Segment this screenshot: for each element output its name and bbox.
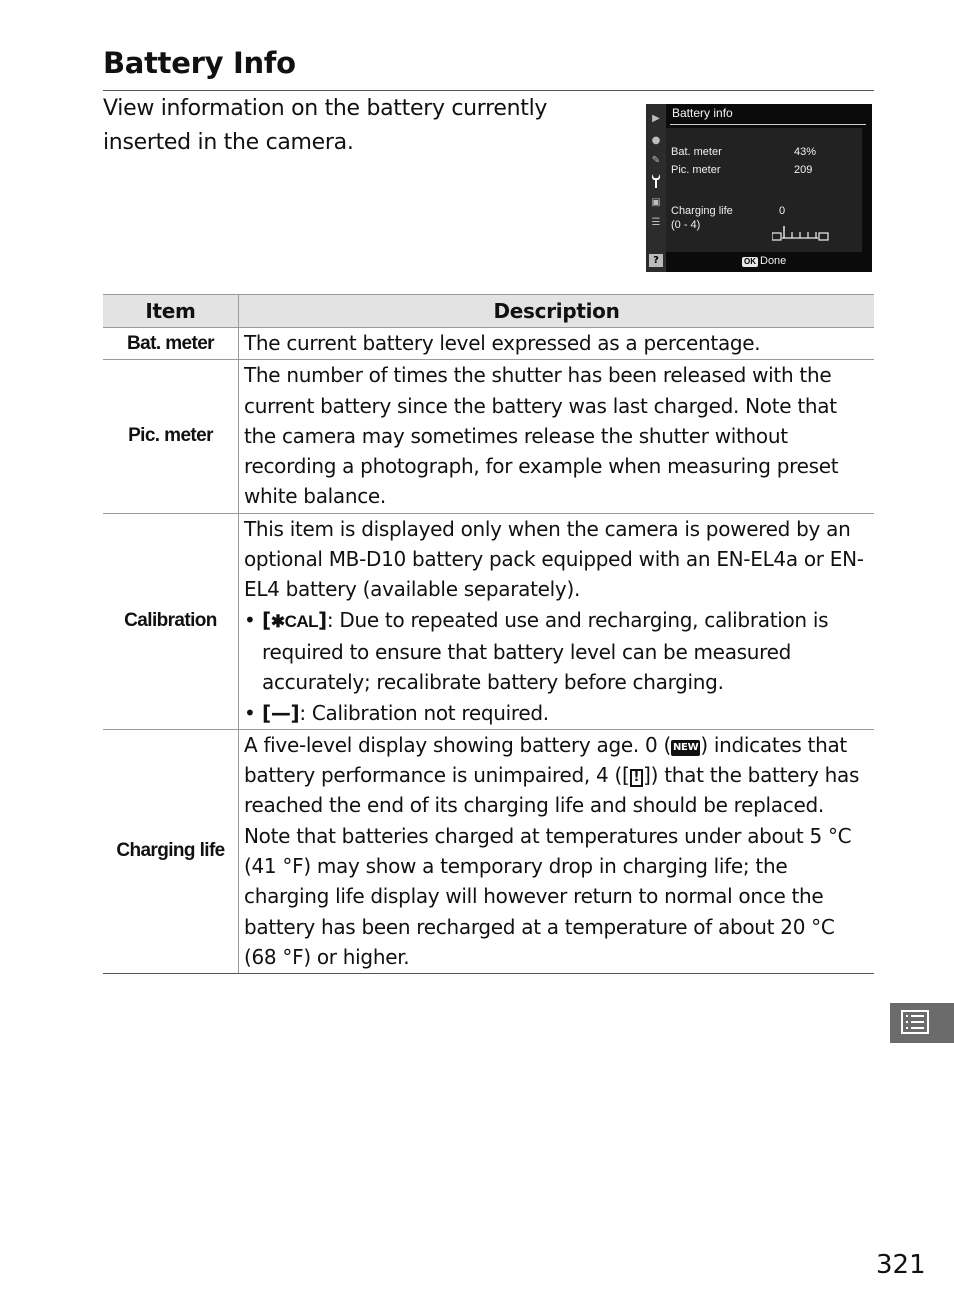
row-description-container [239,513,875,729]
screen-bottom-bar [666,252,872,272]
page-title: Battery Info [103,46,296,80]
screen-bat-meter-value: 43% [794,146,817,158]
desc-part-a: A five-level display showing battery age. 0 ( [244,732,671,757]
camera-screen-image [646,104,872,272]
menu-list-icon [890,1003,954,1043]
header-item: Item [103,295,239,328]
custom-settings-icon: ✎ [651,155,661,166]
screen-done-hint [742,255,786,267]
row-description: The current battery level expressed as a percentage. [239,328,875,360]
table-row [103,729,874,973]
screen-bat-meter-label: Bat. meter [671,146,722,158]
screen-menu-sidebar [646,104,666,272]
battery-info-table [103,294,874,974]
table-row [103,360,874,513]
screen-charging-range: (0 - 4) [671,219,701,231]
header-description: Description [239,295,875,328]
new-battery-icon: NEW [671,740,700,756]
setup-wrench-icon [649,174,663,187]
bullet-text: : Due to repeated use and recharging, calibration is required to ensure that battery level can be measured accurately; recalibrate battery before charging. [262,607,829,695]
table-row [103,328,874,360]
bullet-key: [—] [262,700,300,725]
ok-button-icon: OK [744,257,756,266]
title-rule [103,90,874,91]
screen-done-label: Done [760,255,787,267]
row-item-label: Bat. meter [103,328,239,360]
row-item-label: Calibration [103,513,239,729]
charging-life-gauge-icon [772,224,830,244]
bullet-key-open: [ [262,607,271,632]
row-description: The number of times the shutter has been released with the current battery since the battery was last charged. Note that the camera may sometimes release the shutter without recording a photograph, for example when measuring preset white balance. [239,360,875,513]
bullet-key-close: ] [318,607,327,632]
row-description: This item is displayed only when the camera is powered by an optional MB-D10 battery pack equipped with an EN-EL4a or EN-EL4 battery (available separately). [244,516,864,602]
table-header-row [103,295,874,328]
retouch-icon: ▣ [651,197,661,208]
row-description-container [239,729,875,973]
desc-part-c: ]) that the battery has reached the end of its charging life and should be replaced. Note that batteries charged at temperatures under about 5 °C (41 °F) may show a temporary drop in charging life; the charging life display will however return to normal once the battery has been recharged at a temperature of about 20 °C (68 °F) or higher. [244,763,860,969]
screen-pic-meter-value: 209 [794,164,813,176]
table-row [103,513,874,729]
playback-icon: ▶ [652,113,660,124]
row-item-label: Charging life [103,729,239,973]
screen-pic-meter-label: Pic. meter [671,164,721,176]
replace-battery-icon: ! [630,769,644,787]
page-number: 321 [876,1250,926,1280]
screen-title: Battery info [672,106,733,120]
bullet-calibration-not-required [244,698,870,728]
screen-charging-label: Charging life [671,205,733,217]
help-icon: ? [649,254,663,267]
screen-charging-value: 0 [779,205,786,217]
bullet-text: : Calibration not required. [299,700,549,725]
calibration-icon: ✱CAL [270,611,319,631]
desc-part-b: ) indicates that battery performance is unimpaired, 4 ([ [244,732,847,788]
screen-title-rule [670,124,866,125]
bullet-calibration-required [244,605,870,698]
shooting-icon: ● [651,135,661,146]
row-item-label: Pic. meter [103,360,239,513]
my-menu-icon: ☰ [651,217,661,228]
intro-text: View information on the battery currently inserted in the camera. [103,96,548,155]
